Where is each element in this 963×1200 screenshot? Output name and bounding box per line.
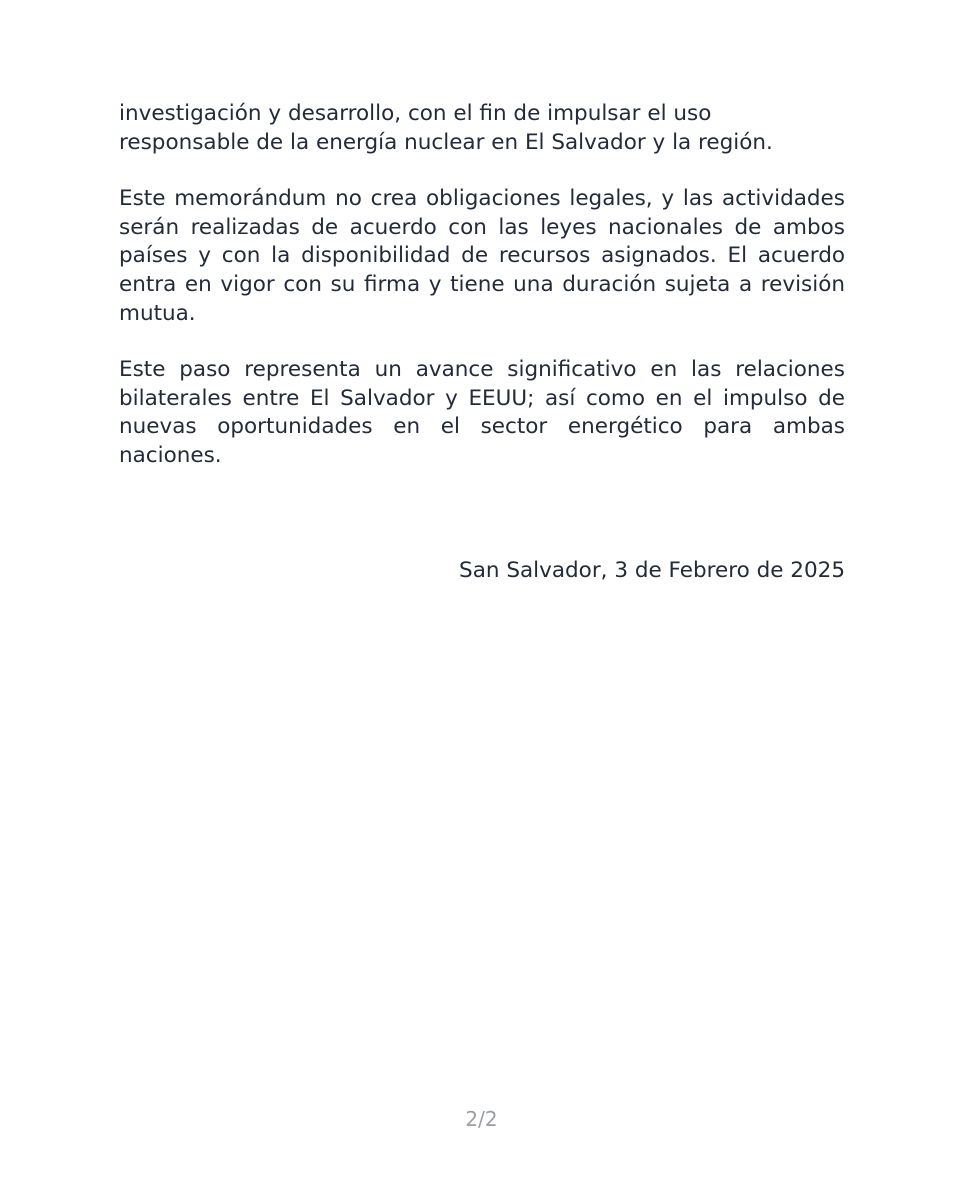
document-body	[119, 100, 845, 471]
paragraph-legal-obligations: Este memorándum no crea obligaciones legales, y las actividades serán realizadas de acuerdo con las leyes nacionales de ambos países y con la disponibilidad de recursos asignados. El acuerdo entra en vigor con su firma y tiene una duración sujeta a revisión mutua.	[119, 186, 845, 326]
place-date-line: San Salvador, 3 de Febrero de 2025	[459, 558, 845, 583]
paragraph-research-development: investigación y desarrollo, con el fin de impulsar el uso responsable de la energía nuclear en El Salvador y la región.	[119, 101, 773, 155]
paragraph-bilateral-relations: Este paso representa un avance significativo en las relaciones bilaterales entre El Salvador y EEUU; así como en el impulso de nuevas oportunidades en el sector energético para ambas naciones.	[119, 357, 845, 468]
page-number: 2/2	[465, 1107, 498, 1131]
